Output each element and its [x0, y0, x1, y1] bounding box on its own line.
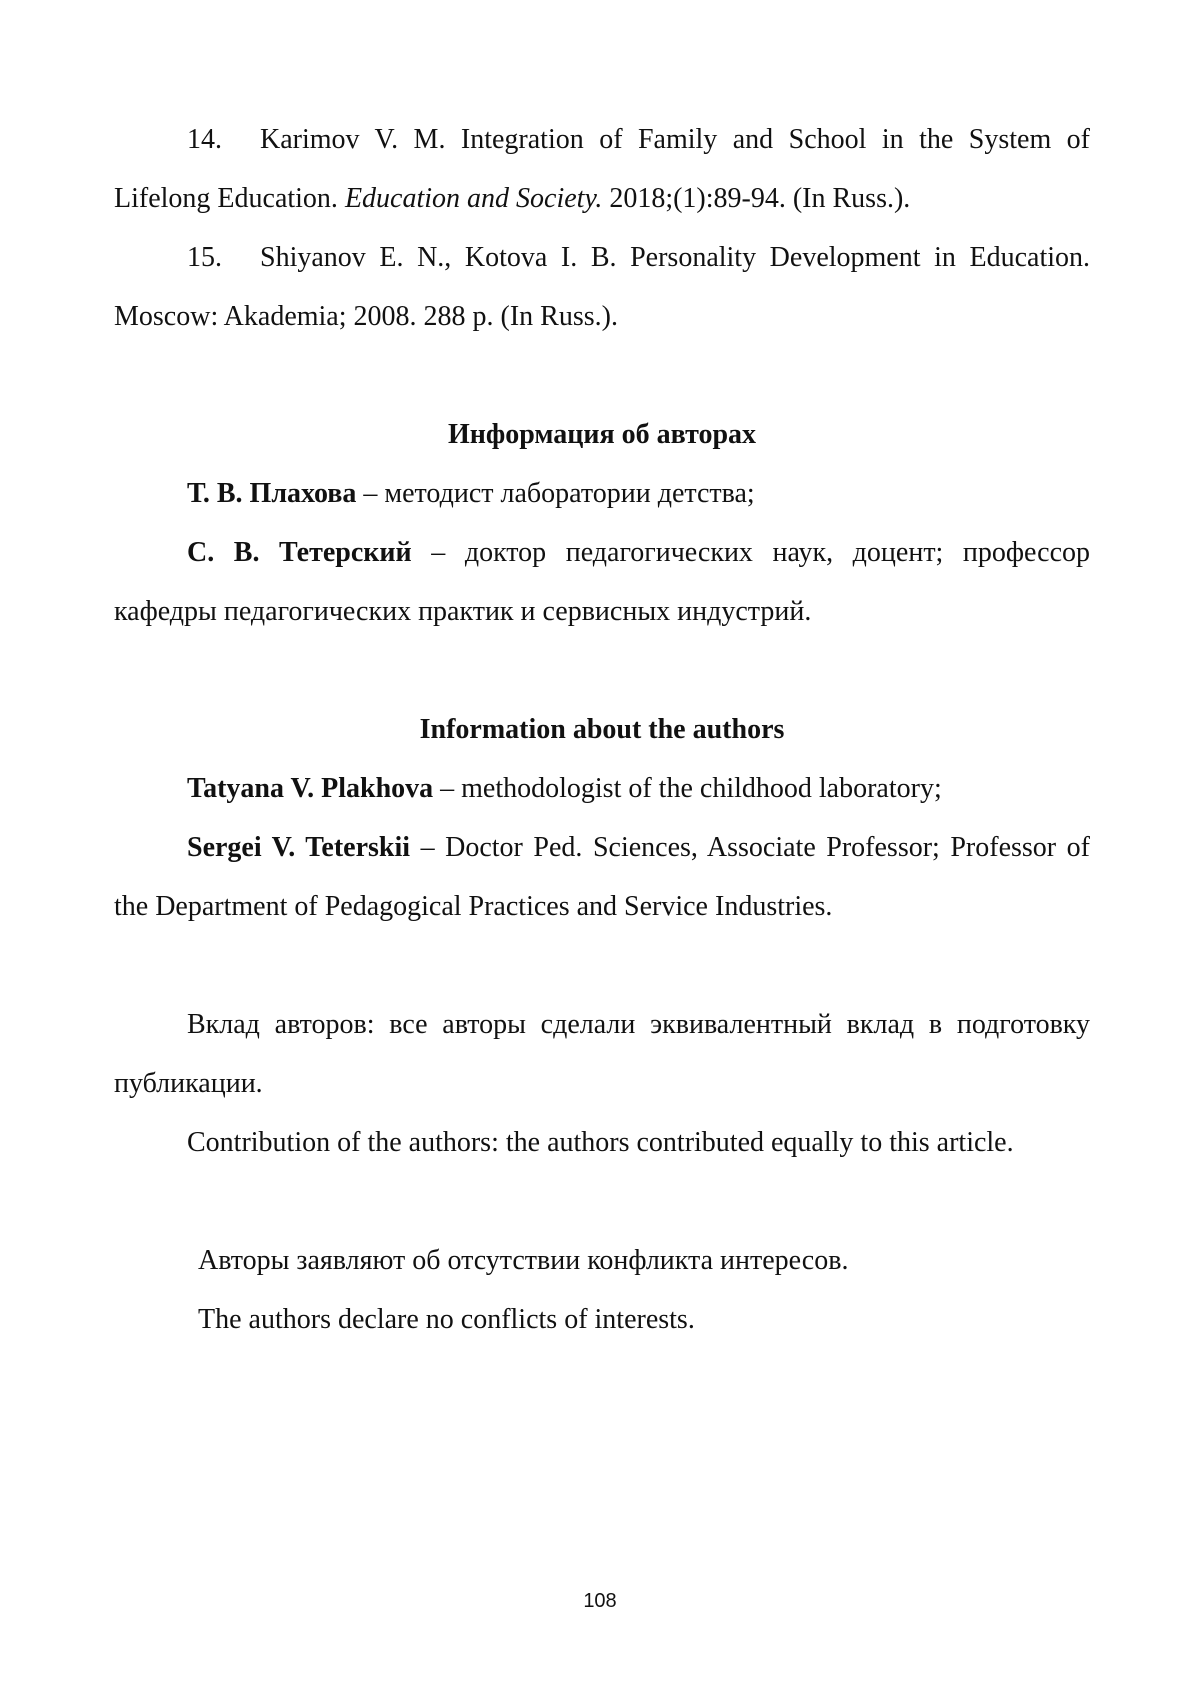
page-number: 108	[583, 1590, 617, 1612]
author-name: Sergei V. Teterskii	[187, 832, 411, 863]
author-ru-1	[114, 464, 1090, 523]
document-page	[114, 110, 1090, 1349]
reference-text: Karimov V. M. Integration of Family and School in the System of Lifelong Education.	[114, 124, 1090, 214]
conflicts-en: The authors declare no conflicts of interests.	[198, 1304, 695, 1335]
author-name: С. В. Тетерский	[187, 537, 412, 568]
contribution-en: Contribution of the authors: the authors contributed equally to this article.	[187, 1127, 1014, 1158]
author-ru-2	[114, 523, 1090, 641]
authors-heading-en: Information about the authors	[419, 714, 785, 745]
authors-heading-ru: Информация об авторах	[447, 419, 757, 450]
spacer	[114, 641, 1090, 700]
conflicts-ru: Авторы заявляют об отсутствии конфликта интересов.	[198, 1245, 849, 1276]
reference-number: 14.	[187, 124, 222, 155]
reference-15	[114, 228, 1090, 346]
reference-14	[114, 110, 1090, 228]
author-description: – методист лаборатории детства;	[356, 478, 755, 509]
spacer	[114, 1172, 1090, 1231]
spacer	[114, 936, 1090, 995]
reference-number: 15.	[187, 242, 222, 273]
author-name: Tatyana V. Plakhova	[187, 773, 434, 804]
author-description: – methodologist of the childhood laboratory;	[433, 773, 942, 804]
contribution-ru: Вклад авторов: все авторы сделали эквивалентный вклад в подготовку публикации.	[114, 1009, 1090, 1099]
reference-text: Shiyanov E. N., Kotova I. B. Personality Development in Education. Moscow: Akademia; 2008. 288 p. (In Russ.).	[114, 242, 1090, 332]
author-name: Т. В. Плахова	[187, 478, 357, 509]
author-en-2	[114, 818, 1090, 936]
reference-journal: Education and Society.	[344, 183, 603, 214]
spacer	[114, 346, 1090, 405]
author-description: – доктор педагогических наук, доцент; профессор кафедры педагогических практик и сервисных индустрий.	[114, 537, 1091, 627]
author-en-1	[114, 759, 1090, 818]
reference-text-end: 2018;(1):89-94. (In Russ.).	[602, 183, 911, 214]
author-description: – Doctor Ped. Sciences, Associate Professor; Professor of the Department of Pedagogical Practices and Service Industries.	[114, 832, 1090, 922]
